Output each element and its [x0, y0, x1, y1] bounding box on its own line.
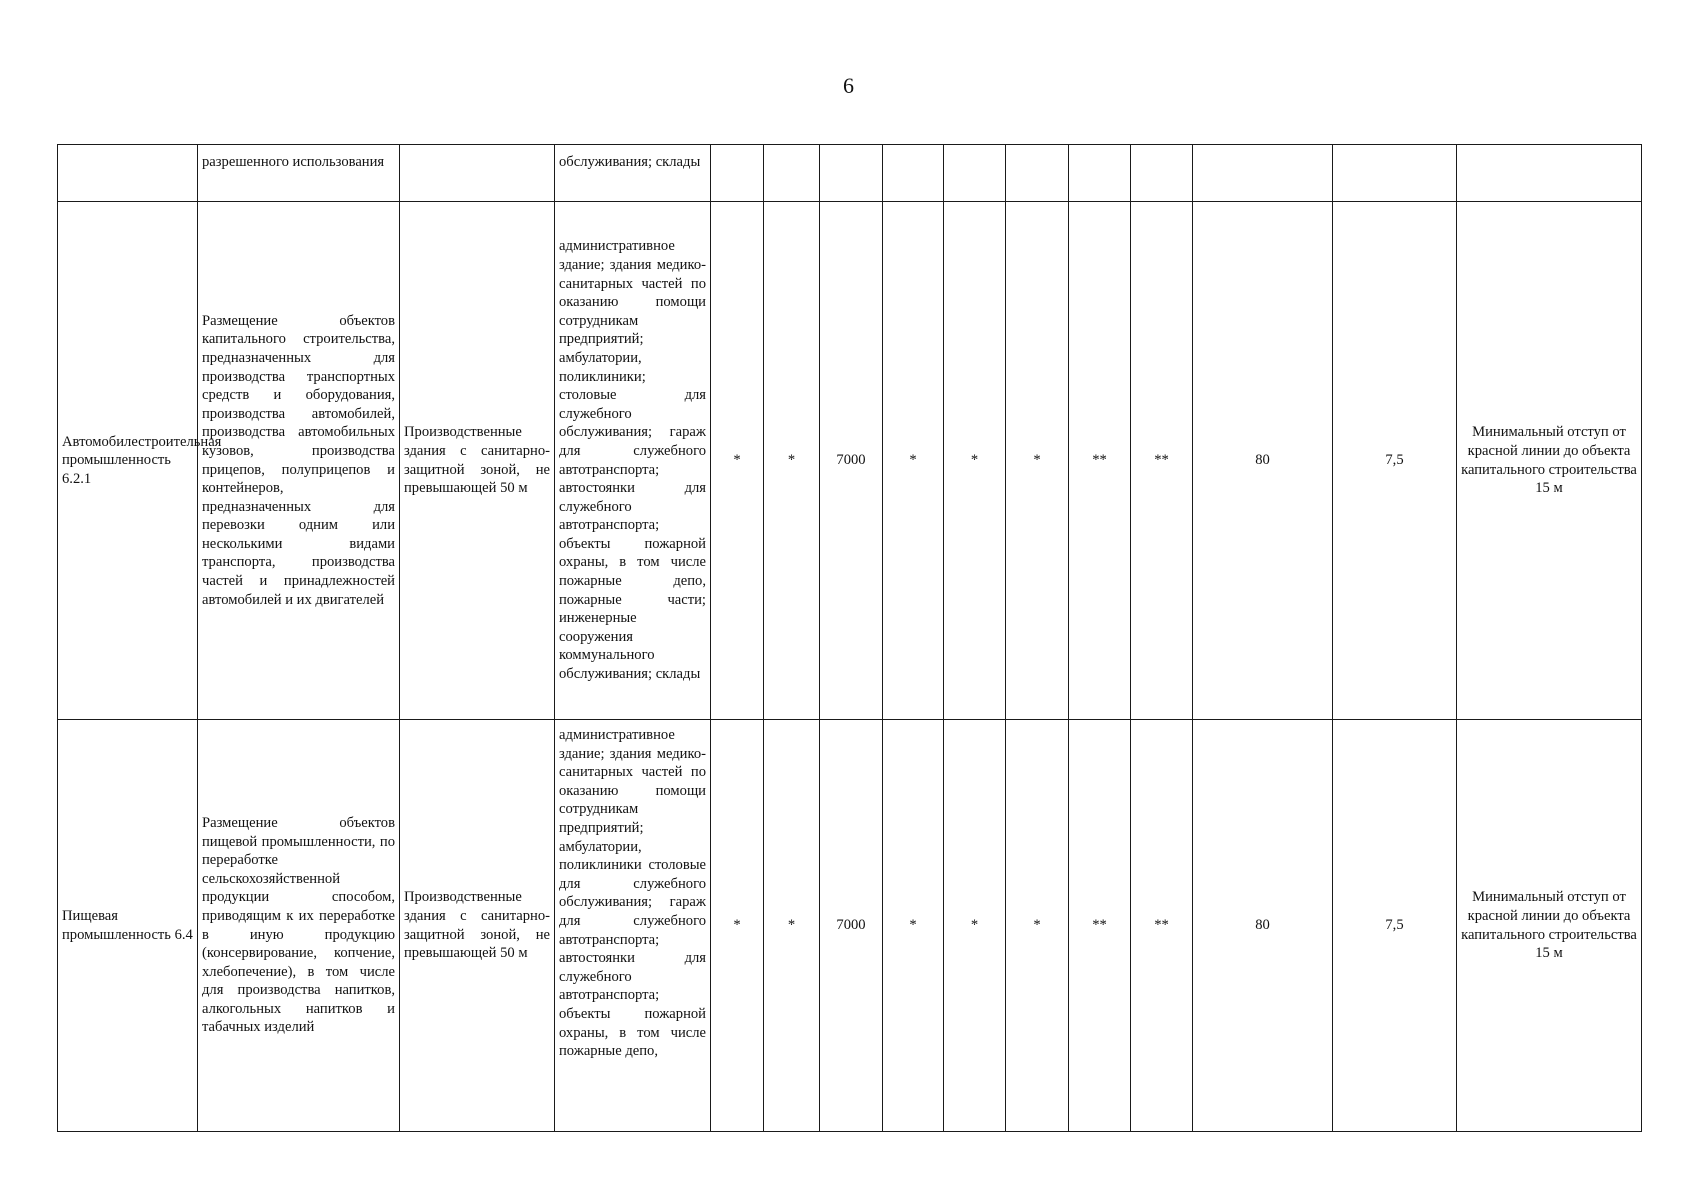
cell-param-6: * [1006, 202, 1069, 720]
cell-code: Пищевая промышленность 6.4 [58, 720, 198, 1132]
cell-param-3 [820, 145, 883, 202]
cell-description: Размещение объектов капитального строительства, предназначенных для производства транспортных средств и оборудования, производства автомобилей, производства автомобильных кузовов, производства прицепов, полуприцепов и контейнеров, предназначенных для перевозки одним или несколькими видами транспорта, производства частей и принадлежностей автомобилей и их двигателей [198, 202, 400, 720]
cell-note [1457, 145, 1642, 202]
cell-param-4: * [883, 720, 944, 1132]
cell-param-5: * [944, 202, 1006, 720]
cell-param-7: ** [1069, 720, 1131, 1132]
cell-param-10: 7,5 [1333, 202, 1457, 720]
cell-param-1: * [711, 202, 764, 720]
zoning-regulations-table [57, 144, 1642, 1132]
cell-description: Размещение объектов пищевой промышленности, по переработке сельскохозяйственной продукции способом, приводящим к их переработке в иную продукцию (консервирование, копчение, хлебопечение), в том числе для производства напитков, алкогольных напитков и табачных изделий [198, 720, 400, 1132]
cell-param-2: * [764, 202, 820, 720]
cell-auxiliary-uses: обслуживания; склады [555, 145, 711, 202]
cell-param-10 [1333, 145, 1457, 202]
cell-param-9: 80 [1193, 202, 1333, 720]
table-row-food-industry [58, 720, 1642, 1132]
cell-param-1: * [711, 720, 764, 1132]
cell-param-6: * [1006, 720, 1069, 1132]
cell-param-5 [944, 145, 1006, 202]
cell-auxiliary-uses: административное здание; здания медико-санитарных частей по оказанию помощи сотрудникам предприятий; амбулатории, поликлиники; столовые для служебного обслуживания; гараж для служебного автотранспорта; автостоянки для служебного автотранспорта; объекты пожарной охраны, в том числе пожарные депо, пожарные части; инженерные сооружения коммунального обслуживания; склады [555, 202, 711, 720]
cell-param-3: 7000 [820, 720, 883, 1132]
cell-param-4: * [883, 202, 944, 720]
cell-param-8: ** [1131, 202, 1193, 720]
cell-code [58, 145, 198, 202]
cell-building-type: Производственные здания с санитарно-защитной зоной, не превышающей 50 м [400, 202, 555, 720]
page-number: 6 [843, 73, 854, 98]
cell-param-10: 7,5 [1333, 720, 1457, 1132]
cell-param-7 [1069, 145, 1131, 202]
cell-param-2: * [764, 720, 820, 1132]
table-row-automotive-industry [58, 202, 1642, 720]
cell-auxiliary-uses: административное здание; здания медико-санитарных частей по оказанию помощи сотрудникам предприятий; амбулатории, поликлиники столовые для служебного обслуживания; гараж для служебного автотранспорта; автостоянки для служебного автотранспорта; объекты пожарной охраны, в том числе пожарные депо, [555, 720, 711, 1132]
cell-note: Минимальный отступ от красной линии до объекта капитального строительства 15 м [1457, 720, 1642, 1132]
cell-param-3: 7000 [820, 202, 883, 720]
cell-param-8 [1131, 145, 1193, 202]
cell-param-7: ** [1069, 202, 1131, 720]
cell-param-4 [883, 145, 944, 202]
cell-note: Минимальный отступ от красной линии до объекта капитального строительства 15 м [1457, 202, 1642, 720]
cell-description: разрешенного использования [198, 145, 400, 202]
cell-param-9: 80 [1193, 720, 1333, 1132]
cell-param-2 [764, 145, 820, 202]
table-row-continuation [58, 145, 1642, 202]
cell-param-5: * [944, 720, 1006, 1132]
cell-building-type: Производственные здания с санитарно-защитной зоной, не превышающей 50 м [400, 720, 555, 1132]
cell-building-type [400, 145, 555, 202]
cell-param-6 [1006, 145, 1069, 202]
cell-param-1 [711, 145, 764, 202]
cell-code: Автомобилестроительная промышленность 6.2.1 [58, 202, 198, 720]
cell-param-9 [1193, 145, 1333, 202]
cell-param-8: ** [1131, 720, 1193, 1132]
